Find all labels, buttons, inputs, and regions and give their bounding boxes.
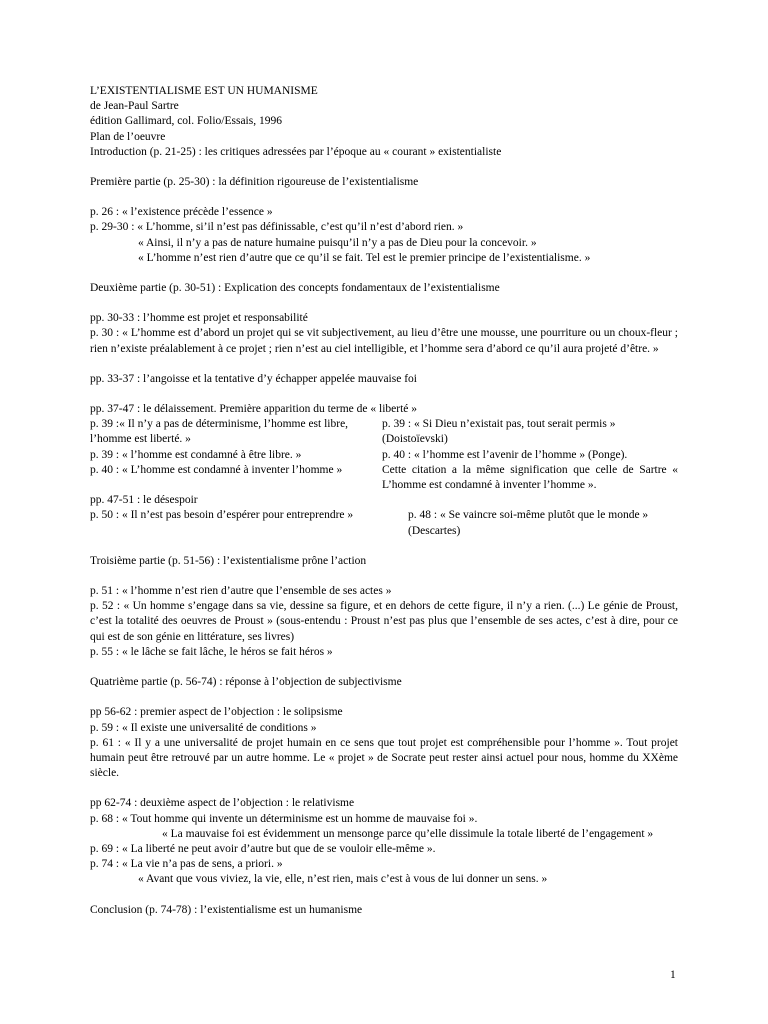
- right-column-quote: p. 39 : « Si Dieu n’existait pas, tout serait permis » (Doistoïevski): [382, 418, 616, 446]
- section-heading: pp. 33-37 : l’angoisse et la tentative d’y échapper appelée mauvaise foi: [90, 372, 417, 385]
- introduction-line: Introduction (p. 21-25) : les critiques adressées par l’époque au « courant » existentialiste: [90, 145, 502, 158]
- quote-line: p. 59 : « Il existe une universalité de conditions »: [90, 721, 317, 734]
- left-column-quote: p. 39 : « l’homme est condamné à être libre. »: [90, 448, 302, 461]
- quote-paragraph: p. 30 : « L’homme est d’abord un projet qui se vit subjectivement, au lieu d’être une mousse, une pourriture ou un choux-fleur ; rien n’existe préalablement à ce projet ; rien n’est au ciel intelligible, et l’homme sera d’abord ce qu’il aura projeté d’être. »: [90, 327, 678, 355]
- document-title: L’EXISTENTIALISME EST UN HUMANISME: [90, 85, 318, 97]
- quote-line: p. 69 : « La liberté ne peut avoir d’autre but que de se vouloir elle-même ».: [90, 842, 436, 855]
- page-number: 1: [670, 969, 676, 981]
- right-column-quote: p. 40 : « l’homme est l’avenir de l’homme » (Ponge).: [382, 448, 628, 461]
- quote-line: p. 26 : « l’existence précède l’essence »: [90, 206, 273, 219]
- part1-heading: Première partie (p. 25-30) : la définition rigoureuse de l’existentialisme: [90, 176, 419, 189]
- right-column-quote: Cette citation a la même signification que celle de Sartre « L’homme est condamné à inventer l’homme ».: [382, 463, 678, 492]
- quote-line: p. 68 : « Tout homme qui invente un déterminisme est un homme de mauvaise foi ».: [90, 812, 478, 825]
- quote-line: p. 51 : « l’homme n’est rien d’autre que l’ensemble de ses actes »: [90, 585, 392, 598]
- left-column-quote: p. 39 :« Il n’y a pas de déterminisme, l’homme est libre, l’homme est liberté. »: [90, 418, 349, 446]
- quote-line: p. 55 : « le lâche se fait lâche, le héros se fait héros »: [90, 645, 333, 658]
- part2-heading: Deuxième partie (p. 30-51) : Explication des concepts fondamentaux de l’existentialisme: [90, 282, 500, 295]
- section-heading: pp. 47-51 : le désespoir: [90, 494, 198, 507]
- quote-line: p. 29-30 : « L’homme, si’il n’est pas définissable, c’est qu’il n’est d’abord rien. »: [90, 221, 464, 234]
- part3-heading: Troisième partie (p. 51-56) : l’existentialisme prône l’action: [90, 554, 367, 567]
- two-column-row: [90, 417, 678, 447]
- section-heading: pp. 30-33 : l’homme est projet et responsabilité: [90, 312, 308, 325]
- quote-line: « Avant que vous viviez, la vie, elle, n’est rien, mais c’est à vous de lui donner un sens. »: [138, 873, 548, 886]
- quote-line: p. 74 : « La vie n’a pas de sens, a priori. »: [90, 858, 283, 871]
- quote-paragraph: « La mauvaise foi est évidemment un mensonge parce qu’elle dissimule la totale liberté de l’engagement »: [162, 827, 654, 840]
- section-heading: pp 62-74 : deuxième aspect de l’objection : le relativisme: [90, 797, 355, 810]
- two-column-row: [90, 508, 678, 538]
- two-column-row: [90, 463, 678, 493]
- plan-heading: Plan de l’oeuvre: [90, 130, 166, 143]
- quote-paragraph: p. 52 : « Un homme s’engage dans sa vie, dessine sa figure, et en dehors de cette figure, il n’y a rien. (...) Le génie de Proust, c’est la totalité des oeuvres de Proust » (sous-entendu : Proust n’est pas plus que l’ensemble de ses actes, c’est à dire, pour ce qui est de son génie en littérature, ses livres): [90, 600, 678, 643]
- section-heading: pp. 37-47 : le délaissement. Première apparition du terme de « liberté »: [90, 403, 418, 416]
- two-column-row: [90, 448, 678, 463]
- left-column-quote: p. 40 : « L’homme est condamné à inventer l’homme »: [90, 463, 343, 476]
- part4-heading: Quatrième partie (p. 56-74) : réponse à l’objection de subjectivisme: [90, 676, 402, 689]
- edition-line: édition Gallimard, col. Folio/Essais, 1996: [90, 115, 282, 128]
- document-page: [90, 84, 678, 918]
- section-heading: pp 56-62 : premier aspect de l’objection : le solipsisme: [90, 706, 343, 719]
- left-column-quote: p. 50 : « Il n’est pas besoin d’espérer pour entreprendre »: [90, 509, 354, 522]
- conclusion-line: Conclusion (p. 74-78) : l’existentialisme est un humanisme: [90, 903, 363, 916]
- author-line: de Jean-Paul Sartre: [90, 100, 179, 113]
- right-column-quote: p. 48 : « Se vaincre soi-même plutôt que le monde » (Descartes): [408, 509, 649, 537]
- quote-line: « Ainsi, il n’y a pas de nature humaine puisqu’il n’y a pas de Dieu pour la concevoir. »: [138, 236, 537, 249]
- quote-line: « L’homme n’est rien d’autre que ce qu’il se fait. Tel est le premier principe de l’existentialisme. »: [138, 251, 591, 264]
- quote-paragraph: p. 61 : « Il y a une universalité de projet humain en ce sens que tout projet est compréhensible pour l’homme ». Tout projet humain peut être retrouvé par un autre homme. Le « projet » de Socrate peut rester ainsi actuel pour nous, homme du XXème siècle.: [90, 736, 678, 780]
